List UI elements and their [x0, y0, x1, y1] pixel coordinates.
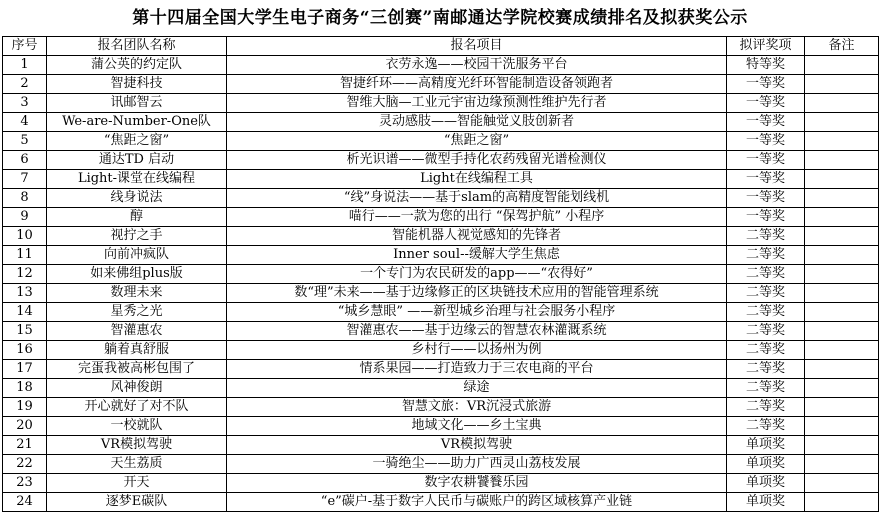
header-remark: 备注	[805, 37, 879, 56]
cell-no: 6	[3, 151, 47, 170]
cell-project: 绿途	[227, 379, 727, 398]
table-row	[3, 436, 879, 455]
cell-remark	[805, 417, 879, 436]
cell-team: 完蛋我被高彬包围了	[47, 360, 227, 379]
cell-project: “城乡慧眼” ——新型城乡治理与社会服务小程序	[227, 303, 727, 322]
cell-award: 二等奖	[727, 284, 805, 303]
cell-remark	[805, 303, 879, 322]
cell-remark	[805, 436, 879, 455]
page-title: 第十四届全国大学生电子商务“三创赛”南邮通达学院校赛成绩排名及拟获奖公示	[132, 8, 748, 28]
cell-team: 蒲公英的约定队	[47, 56, 227, 75]
cell-remark	[805, 113, 879, 132]
cell-project: “e”碳户-基于数字人民币与碳账户的跨区域核算产业链	[227, 493, 727, 512]
cell-team: “焦距之窗”	[47, 132, 227, 151]
table-header-row	[3, 37, 879, 56]
cell-no: 8	[3, 189, 47, 208]
cell-award: 二等奖	[727, 417, 805, 436]
cell-remark	[805, 398, 879, 417]
cell-award: 一等奖	[727, 94, 805, 113]
cell-award: 二等奖	[727, 360, 805, 379]
header-no: 序号	[3, 37, 47, 56]
cell-project: 情系果园——打造致力于三农电商的平台	[227, 360, 727, 379]
cell-team: 向前冲疯队	[47, 246, 227, 265]
header-award: 拟评奖项	[727, 37, 805, 56]
table-row	[3, 341, 879, 360]
table-row	[3, 417, 879, 436]
table-row	[3, 398, 879, 417]
cell-team: 一校就队	[47, 417, 227, 436]
cell-no: 2	[3, 75, 47, 94]
cell-project: 灵动感肢——智能触觉义肢创新者	[227, 113, 727, 132]
cell-remark	[805, 493, 879, 512]
table-row	[3, 75, 879, 94]
cell-project: 智能机器人视觉感知的先锋者	[227, 227, 727, 246]
table-row	[3, 56, 879, 75]
cell-no: 20	[3, 417, 47, 436]
cell-award: 二等奖	[727, 303, 805, 322]
cell-team: 天生荔质	[47, 455, 227, 474]
cell-project: VR模拟驾驶	[227, 436, 727, 455]
cell-award: 二等奖	[727, 227, 805, 246]
cell-no: 1	[3, 56, 47, 75]
cell-award: 一等奖	[727, 189, 805, 208]
cell-team: 数理未来	[47, 284, 227, 303]
cell-award: 一等奖	[727, 208, 805, 227]
table-row	[3, 265, 879, 284]
cell-project: 数“理”未来——基于边缘修正的区块链技术应用的智能管理系统	[227, 284, 727, 303]
table-row	[3, 493, 879, 512]
cell-remark	[805, 227, 879, 246]
cell-remark	[805, 170, 879, 189]
cell-remark	[805, 379, 879, 398]
cell-remark	[805, 151, 879, 170]
table-row	[3, 284, 879, 303]
cell-award: 一等奖	[727, 113, 805, 132]
table-row	[3, 322, 879, 341]
cell-no: 19	[3, 398, 47, 417]
cell-project: “焦距之窗”	[227, 132, 727, 151]
cell-remark	[805, 341, 879, 360]
table-body	[3, 56, 879, 512]
cell-no: 17	[3, 360, 47, 379]
cell-team: 醇	[47, 208, 227, 227]
cell-project: 析光识谱——微型手持化农药残留光谱检测仪	[227, 151, 727, 170]
cell-team: 讯邮智云	[47, 94, 227, 113]
table-row	[3, 132, 879, 151]
cell-no: 5	[3, 132, 47, 151]
table-row	[3, 455, 879, 474]
cell-award: 特等奖	[727, 56, 805, 75]
cell-remark	[805, 189, 879, 208]
cell-no: 7	[3, 170, 47, 189]
cell-award: 二等奖	[727, 265, 805, 284]
cell-no: 11	[3, 246, 47, 265]
cell-no: 14	[3, 303, 47, 322]
table-row	[3, 303, 879, 322]
cell-no: 22	[3, 455, 47, 474]
cell-remark	[805, 322, 879, 341]
cell-award: 一等奖	[727, 170, 805, 189]
cell-remark	[805, 284, 879, 303]
cell-team: 逐梦E碳队	[47, 493, 227, 512]
cell-team: 风神俊朗	[47, 379, 227, 398]
table-row	[3, 151, 879, 170]
cell-award: 二等奖	[727, 341, 805, 360]
cell-no: 21	[3, 436, 47, 455]
table-row	[3, 246, 879, 265]
cell-team: Light-课堂在线编程	[47, 170, 227, 189]
cell-team: 通达TD 启动	[47, 151, 227, 170]
cell-project: 智维大脑—工业元宇宙边缘预测性维护先行者	[227, 94, 727, 113]
cell-remark	[805, 455, 879, 474]
cell-remark	[805, 132, 879, 151]
cell-no: 3	[3, 94, 47, 113]
cell-no: 24	[3, 493, 47, 512]
cell-project: 智捷纤环——高精度光纤环智能制造设备领跑者	[227, 75, 727, 94]
cell-no: 4	[3, 113, 47, 132]
table-row	[3, 360, 879, 379]
cell-award: 单项奖	[727, 493, 805, 512]
cell-no: 10	[3, 227, 47, 246]
cell-remark	[805, 208, 879, 227]
cell-project: 数字农耕饕餮乐园	[227, 474, 727, 493]
cell-team: 躺着真舒服	[47, 341, 227, 360]
cell-award: 单项奖	[727, 436, 805, 455]
cell-no: 13	[3, 284, 47, 303]
cell-project: 乡村行——以扬州为例	[227, 341, 727, 360]
cell-no: 23	[3, 474, 47, 493]
cell-team: 开心就好了对不队	[47, 398, 227, 417]
cell-remark	[805, 246, 879, 265]
cell-remark	[805, 94, 879, 113]
cell-no: 15	[3, 322, 47, 341]
cell-team: 星秀之光	[47, 303, 227, 322]
cell-award: 单项奖	[727, 474, 805, 493]
cell-award: 一等奖	[727, 75, 805, 94]
cell-award: 二等奖	[727, 322, 805, 341]
cell-award: 二等奖	[727, 379, 805, 398]
cell-project: 智灌惠农——基于边缘云的智慧农林灌溉系统	[227, 322, 727, 341]
cell-team: We-are-Number-One队	[47, 113, 227, 132]
cell-no: 18	[3, 379, 47, 398]
results-table	[2, 36, 879, 512]
cell-remark	[805, 265, 879, 284]
header-project: 报名项目	[227, 37, 727, 56]
cell-remark	[805, 56, 879, 75]
cell-team: 如来佛组plus版	[47, 265, 227, 284]
cell-remark	[805, 474, 879, 493]
cell-project: 智慧文旅：VR沉浸式旅游	[227, 398, 727, 417]
cell-no: 9	[3, 208, 47, 227]
cell-team: 视拧之手	[47, 227, 227, 246]
cell-project: Light在线编程工具	[227, 170, 727, 189]
cell-team: 智捷科技	[47, 75, 227, 94]
table-row	[3, 189, 879, 208]
cell-team: 线身说法	[47, 189, 227, 208]
cell-award: 一等奖	[727, 151, 805, 170]
table-row	[3, 474, 879, 493]
cell-project: “线”身说法——基于slam的高精度智能划线机	[227, 189, 727, 208]
cell-no: 12	[3, 265, 47, 284]
cell-award: 单项奖	[727, 455, 805, 474]
cell-team: 开天	[47, 474, 227, 493]
cell-team: 智灌惠农	[47, 322, 227, 341]
cell-award: 二等奖	[727, 398, 805, 417]
cell-remark	[805, 75, 879, 94]
cell-award: 二等奖	[727, 246, 805, 265]
table-row	[3, 208, 879, 227]
cell-team: VR模拟驾驶	[47, 436, 227, 455]
cell-project: Inner soul--缓解大学生焦虑	[227, 246, 727, 265]
table-row	[3, 94, 879, 113]
cell-project: 地域文化——乡土宝典	[227, 417, 727, 436]
cell-award: 一等奖	[727, 132, 805, 151]
cell-project: 喵行——一款为您的出行 “保驾护航” 小程序	[227, 208, 727, 227]
table-row	[3, 227, 879, 246]
cell-project: 衣劳永逸——校园干洗服务平台	[227, 56, 727, 75]
cell-no: 16	[3, 341, 47, 360]
cell-project: 一个专门为农民研发的app——“农得好”	[227, 265, 727, 284]
table-row	[3, 113, 879, 132]
cell-remark	[805, 360, 879, 379]
header-team: 报名团队名称	[47, 37, 227, 56]
table-row	[3, 379, 879, 398]
cell-project: 一骑绝尘——助力广西灵山荔枝发展	[227, 455, 727, 474]
table-row	[3, 170, 879, 189]
